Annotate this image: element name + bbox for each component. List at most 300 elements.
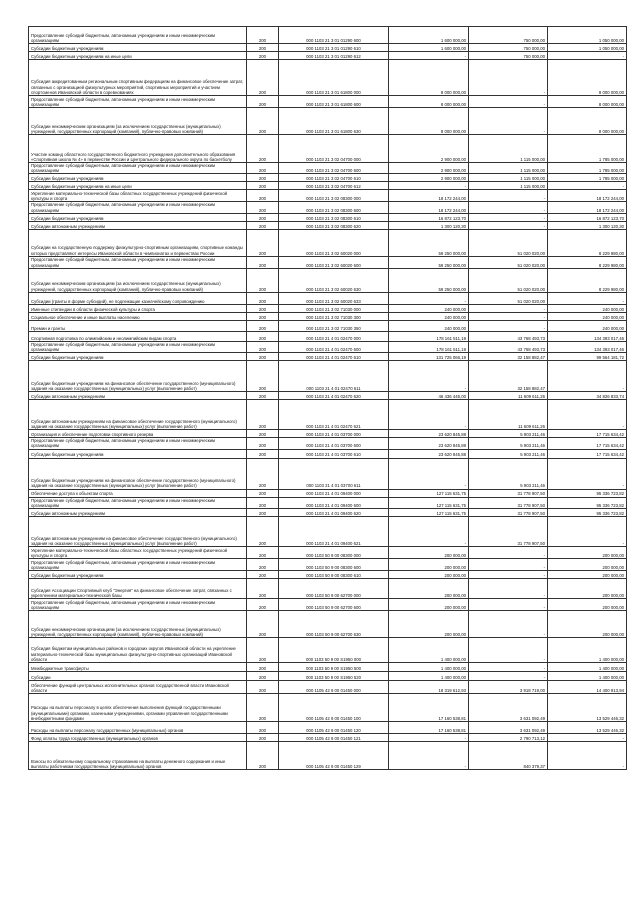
- unexecuted-amount: 200 000,00: [548, 559, 627, 571]
- approved-amount: 2 900 000,00: [389, 163, 469, 174]
- executed-amount: 31 778 907,50: [469, 497, 548, 508]
- row-name: Субсидии на государственную поддержку физкультурно-спортивным организациям, спортивные команды которых представляют интересы Ивановской области в чемпионатах и первенствах России: [29, 229, 247, 256]
- executed-amount: 43 768 493,73: [469, 331, 548, 341]
- budget-classification-code: 000 1103 21 3 01 01290 600: [279, 27, 389, 44]
- line-code: 200: [247, 221, 279, 229]
- approved-amount: 1 300 120,30: [389, 221, 469, 229]
- row-name: Субсидии бюджетным учреждениям: [29, 571, 247, 579]
- unexecuted-amount: 1 050 000,00: [548, 27, 627, 44]
- row-name: Участие команд областного государственного бюджетного учреждения дополнительного образования «Спортивная школа № 4» в первенстве России и Центрального федерального округа по баскетболу: [29, 135, 247, 163]
- unexecuted-amount: 99 564 181,72: [548, 353, 627, 361]
- line-code: 200: [247, 638, 279, 663]
- unexecuted-amount: 200 000,00: [548, 579, 627, 599]
- approved-amount: 240 000,00: [389, 320, 469, 331]
- line-code: 200: [247, 430, 279, 438]
- table-row: [29, 663, 627, 672]
- executed-amount: 11 609 611,26: [469, 392, 548, 400]
- row-name: Субсидия бюджетам муниципальных районов и городских округов Ивановской области на укрепление материально-технической базы муниципальных физкультурно-спортивных организаций Ивановской области: [29, 638, 247, 663]
- executed-amount: 3 631 092,49: [469, 722, 548, 734]
- unexecuted-amount: 134 393 017,46: [548, 331, 627, 341]
- executed-amount: 1 115 000,00: [469, 135, 548, 163]
- approved-amount: -: [389, 361, 469, 392]
- table-row: [29, 256, 627, 268]
- approved-amount: 18 172 244,00: [389, 202, 469, 213]
- table-row: [29, 44, 627, 52]
- budget-classification-code: 000 1103 21 3 02 60020 630: [279, 268, 389, 292]
- row-name: Субсидии автономным учреждениям: [29, 392, 247, 400]
- line-code: 200: [247, 361, 279, 392]
- row-name: Премии и гранты: [29, 320, 247, 331]
- executed-amount: 32 158 882,47: [469, 361, 548, 392]
- line-code: 200: [247, 52, 279, 60]
- budget-classification-code: 000 1103 21 4 01 09400 000: [279, 489, 389, 497]
- table-row: [29, 174, 627, 182]
- unexecuted-amount: 1 400 000,00: [548, 663, 627, 672]
- line-code: 200: [247, 449, 279, 458]
- row-name: Субсидия Ассоциации Спортивный клуб "Энергия" на финансовое обеспечение затрат, связанных с укреплением материально-технической базы: [29, 579, 247, 599]
- executed-amount: 2 790 713,12: [469, 734, 548, 742]
- row-name: Предоставление субсидий бюджетным, автономным учреждениям и иным некоммерческим организациям: [29, 341, 247, 352]
- line-code: 200: [247, 304, 279, 312]
- table-row: [29, 135, 627, 163]
- line-code: 200: [247, 182, 279, 190]
- row-name: Субсидии автономным учреждениям: [29, 509, 247, 517]
- row-name: Предоставление субсидий бюджетным, автономным учреждениям и иным некоммерческим организациям: [29, 497, 247, 508]
- line-code: 200: [247, 163, 279, 174]
- executed-amount: 32 158 882,47: [469, 353, 548, 361]
- unexecuted-amount: -: [548, 458, 627, 489]
- unexecuted-amount: 1 400 000,00: [548, 672, 627, 681]
- line-code: 200: [247, 571, 279, 579]
- unexecuted-amount: 240 000,00: [548, 312, 627, 320]
- approved-amount: 2 900 000,00: [389, 174, 469, 182]
- line-code: 200: [247, 611, 279, 638]
- unexecuted-amount: 1 300 120,30: [548, 221, 627, 229]
- row-name: Субсидии бюджетным учреждениям: [29, 353, 247, 361]
- row-name: Спортивная подготовка по олимпийским и неолимпийским видам спорта: [29, 331, 247, 341]
- executed-amount: -: [469, 672, 548, 681]
- line-code: 200: [247, 559, 279, 571]
- unexecuted-amount: -: [548, 292, 627, 304]
- budget-classification-code: 000 1103 50 9 00 62700 000: [279, 579, 389, 599]
- line-code: 200: [247, 489, 279, 497]
- approved-amount: 59 250 000,00: [389, 229, 469, 256]
- unexecuted-amount: 18 172 244,00: [548, 190, 627, 202]
- table-body: [29, 27, 627, 770]
- budget-classification-code: 000 1103 21 3 02 71030 350: [279, 320, 389, 331]
- executed-amount: -: [469, 547, 548, 559]
- row-name: Предоставление субсидий бюджетным, автономным учреждениям и иным некоммерческим организациям: [29, 163, 247, 174]
- row-name: Субсидии (гранты в форме субсидий), не подлежащие казначейскому сопровождению: [29, 292, 247, 304]
- unexecuted-amount: 1 050 000,00: [548, 44, 627, 52]
- unexecuted-amount: -: [548, 52, 627, 60]
- budget-classification-code: 000 1105 42 9 00 01450 120: [279, 722, 389, 734]
- row-name: Субсидии бюджетным учреждениям на иные цели: [29, 182, 247, 190]
- line-code: 200: [247, 392, 279, 400]
- executed-amount: -: [469, 312, 548, 320]
- row-name: Субсидии бюджетным учреждениям: [29, 174, 247, 182]
- approved-amount: -: [389, 400, 469, 430]
- budget-classification-code: 000 1103 21 4 01 02470 611: [279, 361, 389, 392]
- line-code: 200: [247, 438, 279, 449]
- executed-amount: 31 778 907,50: [469, 517, 548, 547]
- row-name: Субсидии автономным учреждениям на финансовое обеспечение государственного (муниципального) задания на оказание государственных (муниципальных) услуг (выполнение работ): [29, 400, 247, 430]
- table-row: [29, 611, 627, 638]
- line-code: 200: [247, 579, 279, 599]
- approved-amount: 16 872 123,70: [389, 213, 469, 221]
- line-code: 200: [247, 497, 279, 508]
- budget-classification-code: 000 1103 21 4 01 03700 611: [279, 458, 389, 489]
- row-name: Субсидии бюджетным учреждениям на финансовое обеспечение государственного (муниципального) задания на оказание государственных (муниципальных) услуг (выполнение работ): [29, 361, 247, 392]
- executed-amount: -: [469, 221, 548, 229]
- table-row: [29, 517, 627, 547]
- unexecuted-amount: 8 000 000,00: [548, 96, 627, 108]
- approved-amount: 200 000,00: [389, 571, 469, 579]
- unexecuted-amount: 17 715 634,42: [548, 430, 627, 438]
- executed-amount: -: [469, 579, 548, 599]
- executed-amount: -: [469, 96, 548, 108]
- executed-amount: 31 778 907,50: [469, 489, 548, 497]
- line-code: 200: [247, 96, 279, 108]
- approved-amount: -: [389, 182, 469, 190]
- line-code: 200: [247, 599, 279, 611]
- row-name: Расходы на выплаты персоналу государственных (муниципальных) органов: [29, 722, 247, 734]
- row-name: Предоставление субсидий бюджетным, автономным учреждениям и иным некоммерческим организациям: [29, 559, 247, 571]
- executed-amount: 51 020 020,00: [469, 256, 548, 268]
- approved-amount: 23 620 845,88: [389, 438, 469, 449]
- approved-amount: -: [389, 52, 469, 60]
- approved-amount: 23 620 845,88: [389, 430, 469, 438]
- approved-amount: -: [389, 458, 469, 489]
- executed-amount: 51 020 020,00: [469, 229, 548, 256]
- budget-classification-code: 000 1105 42 9 00 01450 100: [279, 694, 389, 722]
- line-code: 200: [247, 672, 279, 681]
- approved-amount: 200 000,00: [389, 599, 469, 611]
- row-name: Обеспечение функций центральных исполнительных органов государственной власти Ивановской области: [29, 681, 247, 694]
- line-code: 200: [247, 547, 279, 559]
- table-row: [29, 361, 627, 392]
- line-code: 200: [247, 400, 279, 430]
- unexecuted-amount: 95 336 723,82: [548, 509, 627, 517]
- budget-classification-code: 000 1103 50 9 00 08300 000: [279, 547, 389, 559]
- unexecuted-amount: 240 000,00: [548, 320, 627, 331]
- table-row: [29, 430, 627, 438]
- line-code: 200: [247, 681, 279, 694]
- unexecuted-amount: 95 336 723,82: [548, 489, 627, 497]
- unexecuted-amount: 13 529 446,32: [548, 694, 627, 722]
- line-code: 200: [247, 268, 279, 292]
- approved-amount: 127 115 631,75: [389, 497, 469, 508]
- executed-amount: 750 000,00: [469, 44, 548, 52]
- line-code: 200: [247, 256, 279, 268]
- table-row: [29, 694, 627, 722]
- unexecuted-amount: 1 785 000,00: [548, 163, 627, 174]
- line-code: 200: [247, 135, 279, 163]
- line-code: 200: [247, 331, 279, 341]
- budget-classification-code: 000 1103 21 4 01 02470 000: [279, 331, 389, 341]
- row-name: Расходы на выплаты персоналу в целях обеспечения выполнения функций государственными (муниципальными) органами, казенными учреждениями, органами управления государственными внебюджетными фондами: [29, 694, 247, 722]
- executed-amount: 31 778 907,50: [469, 509, 548, 517]
- line-code: 200: [247, 734, 279, 742]
- approved-amount: 46 436 445,00: [389, 392, 469, 400]
- line-code: 200: [247, 353, 279, 361]
- approved-amount: 23 620 845,88: [389, 449, 469, 458]
- table-row: [29, 559, 627, 571]
- table-row: [29, 27, 627, 44]
- executed-amount: -: [469, 108, 548, 135]
- table-row: [29, 60, 627, 96]
- table-row: [29, 190, 627, 202]
- line-code: 200: [247, 108, 279, 135]
- line-code: 200: [247, 202, 279, 213]
- executed-amount: 51 020 020,00: [469, 268, 548, 292]
- approved-amount: 1 400 000,00: [389, 672, 469, 681]
- approved-amount: 127 115 631,75: [389, 509, 469, 517]
- approved-amount: -: [389, 742, 469, 770]
- budget-classification-code: 000 1103 50 9 00 S1950 520: [279, 672, 389, 681]
- row-name: Предоставление субсидий бюджетным, автономным учреждениям и иным некоммерческим организациям: [29, 438, 247, 449]
- approved-amount: 17 160 538,81: [389, 694, 469, 722]
- budget-classification-code: 000 1103 21 4 01 02470 600: [279, 341, 389, 352]
- table-row: [29, 742, 627, 770]
- unexecuted-amount: 134 393 017,46: [548, 341, 627, 352]
- table-row: [29, 722, 627, 734]
- row-name: Предоставление субсидий бюджетным, автономным учреждениям и иным некоммерческим организациям: [29, 256, 247, 268]
- approved-amount: 8 000 000,00: [389, 60, 469, 96]
- table-row: [29, 221, 627, 229]
- executed-amount: 5 903 211,46: [469, 430, 548, 438]
- table-row: [29, 458, 627, 489]
- executed-amount: -: [469, 611, 548, 638]
- approved-amount: 2 900 000,00: [389, 135, 469, 163]
- line-code: 200: [247, 742, 279, 770]
- table-row: [29, 182, 627, 190]
- line-code: 200: [247, 509, 279, 517]
- budget-classification-code: 000 1103 21 3 02 08300 000: [279, 190, 389, 202]
- line-code: 200: [247, 312, 279, 320]
- line-code: 200: [247, 292, 279, 304]
- unexecuted-amount: 1 785 000,00: [548, 174, 627, 182]
- row-name: Субсидии автономным учреждениям на финансовое обеспечение государственного (муниципального) задания на оказание государственных (муниципальных) услуг (выполнение работ): [29, 517, 247, 547]
- approved-amount: 17 160 538,81: [389, 722, 469, 734]
- unexecuted-amount: -: [548, 742, 627, 770]
- unexecuted-amount: 8 000 000,00: [548, 60, 627, 96]
- budget-classification-code: 000 1103 21 4 01 02470 621: [279, 400, 389, 430]
- budget-classification-code: 000 1103 21 3 02 04700 612: [279, 182, 389, 190]
- row-name: Субсидии: [29, 672, 247, 681]
- row-name: Укрепление материально-технической базы областных государственных учреждений физической культуры и спорта: [29, 547, 247, 559]
- line-code: 200: [247, 517, 279, 547]
- budget-classification-code: 000 1103 21 4 01 09400 600: [279, 497, 389, 508]
- executed-amount: 11 609 611,26: [469, 400, 548, 430]
- table-row: [29, 213, 627, 221]
- approved-amount: 200 000,00: [389, 611, 469, 638]
- unexecuted-amount: 16 872 123,70: [548, 213, 627, 221]
- unexecuted-amount: 8 000 000,00: [548, 108, 627, 135]
- budget-classification-code: 000 1103 21 3 01 61800 600: [279, 96, 389, 108]
- budget-classification-code: 000 1103 21 3 02 60020 000: [279, 229, 389, 256]
- row-name: Укрепление материально-технической базы областных государственных учреждений физической культуры и спорта: [29, 190, 247, 202]
- executed-amount: -: [469, 202, 548, 213]
- unexecuted-amount: 200 000,00: [548, 571, 627, 579]
- executed-amount: -: [469, 190, 548, 202]
- table-row: [29, 292, 627, 304]
- executed-amount: 51 020 020,00: [469, 292, 548, 304]
- table-row: [29, 353, 627, 361]
- approved-amount: 200 000,00: [389, 559, 469, 571]
- approved-amount: 1 400 000,00: [389, 638, 469, 663]
- approved-amount: 1 600 000,00: [389, 44, 469, 52]
- executed-amount: 5 903 211,46: [469, 458, 548, 489]
- executed-amount: 5 903 211,46: [469, 449, 548, 458]
- unexecuted-amount: 13 529 446,32: [548, 722, 627, 734]
- table-row: [29, 304, 627, 312]
- table-row: [29, 438, 627, 449]
- budget-classification-code: 000 1105 42 9 00 01450 129: [279, 742, 389, 770]
- line-code: 200: [247, 722, 279, 734]
- unexecuted-amount: 17 715 634,42: [548, 449, 627, 458]
- approved-amount: 240 000,00: [389, 304, 469, 312]
- budget-classification-code: 000 1103 21 3 01 01290 610: [279, 44, 389, 52]
- budget-classification-code: 000 1103 50 9 00 08300 610: [279, 571, 389, 579]
- table-row: [29, 331, 627, 341]
- table-row: [29, 681, 627, 694]
- unexecuted-amount: 34 826 833,74: [548, 392, 627, 400]
- row-name: Субсидии некоммерческим организациям (за исключением государственных (муниципальных) учреждений, государственных корпораций (компаний), публично-правовых компаний): [29, 611, 247, 638]
- unexecuted-amount: 200 000,00: [548, 599, 627, 611]
- table-row: [29, 509, 627, 517]
- unexecuted-amount: 200 000,00: [548, 547, 627, 559]
- line-code: 200: [247, 174, 279, 182]
- row-name: Предоставление субсидий бюджетным, автономным учреждениям и иным некоммерческим организациям: [29, 27, 247, 44]
- line-code: 200: [247, 213, 279, 221]
- table-row: [29, 571, 627, 579]
- executed-amount: -: [469, 320, 548, 331]
- budget-classification-code: 000 1103 50 9 00 S1950 000: [279, 638, 389, 663]
- budget-classification-code: 000 1103 21 4 01 09400 620: [279, 509, 389, 517]
- budget-classification-code: 000 1103 21 3 02 04700 600: [279, 163, 389, 174]
- approved-amount: 240 000,00: [389, 312, 469, 320]
- row-name: Субсидии бюджетным учреждениям: [29, 213, 247, 221]
- table-row: [29, 392, 627, 400]
- budget-classification-code: 000 1103 21 3 02 04700 000: [279, 135, 389, 163]
- executed-amount: 1 115 000,00: [469, 182, 548, 190]
- executed-amount: 3 918 719,00: [469, 681, 548, 694]
- budget-classification-code: 000 1103 21 4 01 02470 620: [279, 392, 389, 400]
- budget-classification-code: 000 1103 21 4 01 03700 610: [279, 449, 389, 458]
- line-code: 200: [247, 341, 279, 352]
- unexecuted-amount: -: [548, 361, 627, 392]
- table-row: [29, 489, 627, 497]
- row-name: Предоставление субсидий бюджетным, автономным учреждениям и иным некоммерческим организациям: [29, 96, 247, 108]
- budget-classification-code: 000 1103 21 3 02 08300 600: [279, 202, 389, 213]
- executed-amount: 1 115 000,00: [469, 163, 548, 174]
- budget-classification-code: 000 1103 21 3 02 71030 000: [279, 304, 389, 312]
- approved-amount: -: [389, 517, 469, 547]
- budget-classification-code: 000 1103 50 9 00 62700 600: [279, 599, 389, 611]
- executed-amount: -: [469, 60, 548, 96]
- unexecuted-amount: -: [548, 400, 627, 430]
- executed-amount: 43 768 493,73: [469, 341, 548, 352]
- table-row: [29, 312, 627, 320]
- row-name: Субсидии бюджетным учреждениям: [29, 44, 247, 52]
- line-code: 200: [247, 458, 279, 489]
- unexecuted-amount: 8 229 980,00: [548, 256, 627, 268]
- executed-amount: 750 000,00: [469, 52, 548, 60]
- budget-classification-code: 000 1103 21 4 01 09400 621: [279, 517, 389, 547]
- unexecuted-amount: 240 000,00: [548, 304, 627, 312]
- row-name: Фонд оплаты труда государственных (муниципальных) органов: [29, 734, 247, 742]
- table-row: [29, 400, 627, 430]
- budget-classification-code: 000 1103 21 3 02 08300 610: [279, 213, 389, 221]
- line-code: 200: [247, 320, 279, 331]
- budget-classification-code: 000 1103 21 3 02 60020 600: [279, 256, 389, 268]
- budget-table: [28, 26, 627, 770]
- unexecuted-amount: -: [548, 734, 627, 742]
- budget-classification-code: 000 1103 21 3 01 01290 612: [279, 52, 389, 60]
- approved-amount: -: [389, 292, 469, 304]
- table-row: [29, 341, 627, 352]
- executed-amount: 750 000,00: [469, 27, 548, 44]
- table-row: [29, 599, 627, 611]
- row-name: Обеспечение доступа к объектам спорта: [29, 489, 247, 497]
- approved-amount: 59 250 000,00: [389, 256, 469, 268]
- budget-classification-code: 000 1103 21 4 01 03700 000: [279, 430, 389, 438]
- line-code: 200: [247, 44, 279, 52]
- row-name: Субсидия аккредитованным региональным спортивным федерациям на финансовое обеспечение затрат, связанных с организацией физкультурных мероприятий, спортивных мероприятий и участием спортсменов Ивановской области в соревнованиях: [29, 60, 247, 96]
- budget-classification-code: 000 1103 21 4 01 02470 610: [279, 353, 389, 361]
- approved-amount: 59 250 000,00: [389, 268, 469, 292]
- unexecuted-amount: 17 715 634,42: [548, 438, 627, 449]
- table-row: [29, 547, 627, 559]
- row-name: Именные стипендии в области физической культуры и спорта: [29, 304, 247, 312]
- budget-classification-code: 000 1103 21 3 01 61800 630: [279, 108, 389, 135]
- budget-classification-code: 000 1105 42 9 00 01450 000: [279, 681, 389, 694]
- row-name: Взносы по обязательному социальному страхованию на выплаты денежного содержания и иные выплаты работникам государственных (муниципальных) органов: [29, 742, 247, 770]
- table-row: [29, 734, 627, 742]
- unexecuted-amount: 200 000,00: [548, 611, 627, 638]
- approved-amount: 200 000,00: [389, 579, 469, 599]
- budget-classification-code: 000 1103 21 3 01 61800 000: [279, 60, 389, 96]
- executed-amount: -: [469, 213, 548, 221]
- approved-amount: 178 161 511,19: [389, 341, 469, 352]
- executed-amount: -: [469, 663, 548, 672]
- budget-classification-code: 000 1105 42 9 00 01450 121: [279, 734, 389, 742]
- executed-amount: -: [469, 559, 548, 571]
- approved-amount: 178 161 511,19: [389, 331, 469, 341]
- executed-amount: 3 631 092,49: [469, 694, 548, 722]
- unexecuted-amount: 95 336 723,82: [548, 497, 627, 508]
- budget-classification-code: 000 1103 21 3 02 60020 633: [279, 292, 389, 304]
- approved-amount: 1 600 000,00: [389, 27, 469, 44]
- row-name: Предоставление субсидий бюджетным, автономным учреждениям и иным некоммерческим организациям: [29, 599, 247, 611]
- line-code: 200: [247, 694, 279, 722]
- unexecuted-amount: 1 785 000,00: [548, 135, 627, 163]
- executed-amount: -: [469, 638, 548, 663]
- approved-amount: 8 000 000,00: [389, 96, 469, 108]
- table-row: [29, 202, 627, 213]
- line-code: 200: [247, 190, 279, 202]
- approved-amount: 18 319 612,93: [389, 681, 469, 694]
- unexecuted-amount: -: [548, 517, 627, 547]
- budget-classification-code: 000 1103 21 3 02 71030 300: [279, 312, 389, 320]
- budget-classification-code: 000 1103 50 9 00 S1950 500: [279, 663, 389, 672]
- row-name: Организация и обеспечение подготовки спортивного резерва: [29, 430, 247, 438]
- approved-amount: 200 000,00: [389, 547, 469, 559]
- row-name: Субсидии бюджетным учреждениям на финансовое обеспечение государственного (муниципального) задания на оказание государственных (муниципальных) услуг (выполнение работ): [29, 458, 247, 489]
- table-row: [29, 638, 627, 663]
- table-row: [29, 96, 627, 108]
